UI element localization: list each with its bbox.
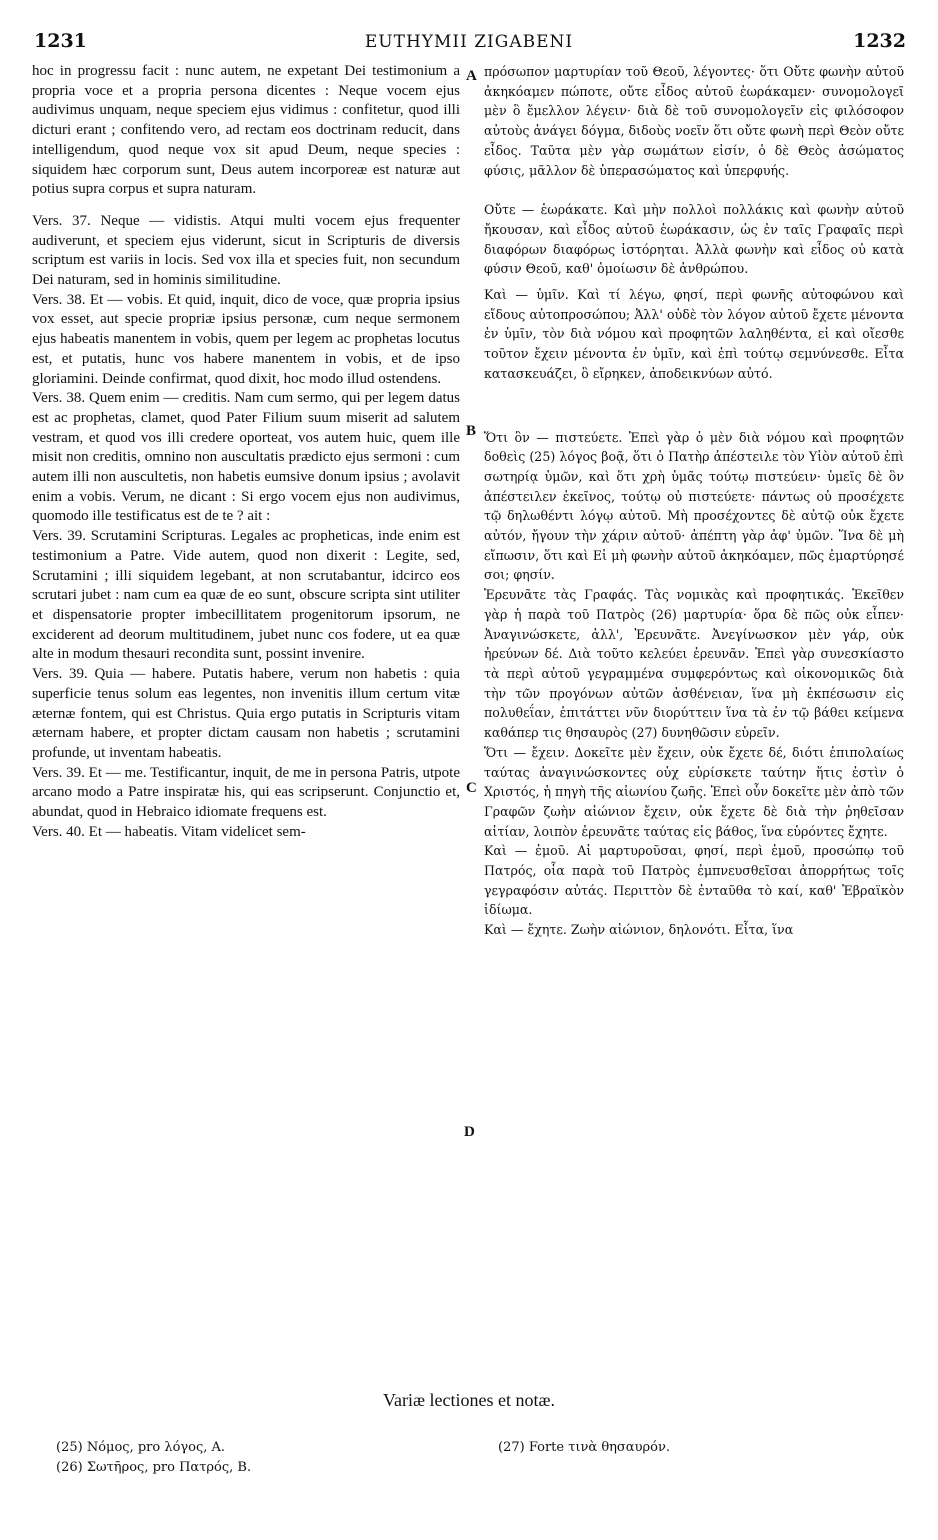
greek-paragraph: Οὔτε — ἑωράκατε. Καὶ μὴν πολλοὶ πολλάκις καὶ φωνὴν αὐτοῦ ἤκουσαν, καὶ εἶδος αὐτοῦ ἑωράκασιν, ὡς ἐν ταῖς Γραφαῖς περὶ διαφόρων διαφόρως ἱστόρηται. Ἀλλὰ φωνὴν καὶ εἶδος οὐ κατὰ φύσιν Θεοῦ, καθ' ὁμοίωσιν δὲ ἀνθρώπου. (484, 202, 904, 277)
page-number-right: 1232 (853, 30, 906, 52)
greek-paragraph: Ὅτι ὃν — πιστεύετε. Ἐπεὶ γὰρ ὁ μὲν διὰ νόμου καὶ προφητῶν δοθεὶς (25) λόγος βοᾷ, ὅτι ὁ Πατὴρ ἀπέστειλε τὸν Υἱὸν αὐτοῦ ἐπὶ σωτηρίᾳ ὑμῶν, καὶ ὅτι χρὴ ὑμᾶς τούτῳ πιστεύειν· ὑμεῖς δὲ ὃν ἀπέστειλεν ἐκεῖνος, τούτῳ οὐ πιστεύετε· πάντως οὐ προσέχετε τῷ δηλωθέντι λόγῳ αὐτοῦ. Μὴ προσέχοντες δὲ αὐτῷ οὐκ ἔχετε αὐτόν, ἤγουν τὴν χάριν αὐτοῦ· ἀπέπτη γὰρ ἀφ' ὑμῶν. Ἵνα δὲ μὴ εἴπωσιν, ὅτι καὶ Εἰ μὴ φωνὴν αὐτοῦ ἀκηκόαμεν, πῶς ἐμαρτύρησέ σοι; φησίν. (484, 429, 904, 583)
page-header (28, 30, 910, 60)
greek-paragraph: Ἐρευνᾶτε τὰς Γραφάς. Τὰς νομικὰς καὶ προφητικάς. Ἐκεῖθεν γὰρ ἡ παρὰ τοῦ Πατρὸς (26) μαρτυρία· ὅρα δὲ πῶς οὐκ εἶπεν· Ἀναγινώσκετε, ἀλλ', Ἐρευνᾶτε. Ἀνεγίνωσκον μὲν γάρ, οὐκ ἠρεύνων δέ. Διὰ τοῦτο κελεύει ἐρευνᾶν. Ἐπεὶ γὰρ συνεσκίαστο τὰ περὶ αὐτοῦ γεγραμμένα συμφερόντως καὶ οἰκονομικῶς διὰ τὴν τῶν προγόνων αὐτῶν ἀσθένειαν, ἵνα μὴ ἐκπέσωσιν εἰς πολυθεΐαν, ἐπιτάττει νῦν διορύττειν ἵνα τὰ ἐν τῷ βάθει κείμενα καθάπερ τις θησαυρὸς (27) δυνηθῶσιν εὑρεῖν. (484, 587, 904, 741)
footnote-26: (26) Σωτῆρος, pro Πατρός, B. (56, 1460, 252, 1475)
footnote-27: (27) Forte τινὰ θησαυρόν. (498, 1440, 670, 1455)
greek-column (484, 62, 904, 940)
margin-letter-c: C (466, 780, 477, 796)
latin-paragraph: Vers. 39. Scrutamini Scripturas. Legales ac propheticas, inde enim est testimonium a Patre. Vide autem, quod non dixerit : Legite, sed, Scrutamini ; illi siquidem legebant, at non scrutabantur, idcirco eos scrutari jubet : nam cum ea quæ de eo sunt, obscure scripta sint utiliter et dispensatorie propter imbecillitatem progenitorum ipsorum, ne exciderent ad deorum multitudinem, jubet nunc cos fodere, ut ea quæ alte in modum thesauri recondita sunt, possint invenire. (32, 528, 460, 663)
latin-paragraph: Vers. 38. Et — vobis. Et quid, inquit, dico de voce, quæ propria ipsius vox esset, aut specie propriæ ipsius personæ, cum neque sermonem ejus habeatis manentem in vobis, quem per legem ac prophetas locutus est, et putatis, hunc vos habere manentem in vobis, et de ipso gloriamini. Deinde confirmat, quod dixit, hoc modo illud ostendens. (32, 291, 460, 387)
latin-paragraph: Vers. 37. Neque — vidistis. Atqui multi vocem ejus frequenter audiverunt, et speciem ejus viderunt, sicut in Scripturis de diversis scriptum est variis in locis. Sed vox illa et species fuit, non secundum Dei naturam, sed in hominis similitudine. (32, 212, 460, 289)
latin-paragraph: Vers. 39. Quia — habere. Putatis habere, verum non habetis : quia superficie tenus solum eas legentes, non invenitis illum certum vitæ æternæ fontem, qui est Christus. Quia ergo putatis in Scripturis vitam æternam habere, et propter dictam causam non habetis ; scrutamini profunde, ut inventam habeatis. (32, 666, 460, 761)
latin-paragraph: hoc in progressu facit : nunc autem, ne expetant Dei testimonium a propria voce et a propria persona dicentes : Neque vocem ejus audivimus unquam, neque speciem ejus vidimus : confitetur, quod illi dicturi erant ; confitendo vero, ad rectam eos doctrinam reducit, dans intelligendum, quod neque vox sit apud Deum, neque species : siquidem hæc corporum sunt, Deus autem incorporeæ est naturæ aut potius supra corpus et supra naturam. (32, 63, 460, 198)
running-title: EUTHYMII ZIGABENI (364, 32, 574, 52)
margin-letter-a: A (466, 68, 477, 84)
greek-paragraph: Ὅτι — ἔχειν. Δοκεῖτε μὲν ἔχειν, οὐκ ἔχετε δέ, διότι ἐπιπολαίως ταύτας ἀναγινώσκοντες οὐχ εὑρίσκετε ταύτην ἥτις ἐστὶν ὁ Χριστός, ἡ πηγὴ τῆς αἰωνίου ζωῆς. Ἐπεὶ οὖν δοκεῖτε μὲν ἀπὸ τῶν Γραφῶν ζωὴν αἰώνιον ἔχειν, οὐκ ἔχετε δὲ διὰ τὴν ῥηθεῖσαν αἰτίαν, λοιπὸν ἐρευνᾶτε ταύτας εἰς βάθος, ἵνα εὑρόντες ἔχητε. (484, 744, 905, 839)
greek-paragraph: πρόσωπον μαρτυρίαν τοῦ Θεοῦ, λέγοντες· ὅτι Οὔτε φωνὴν αὐτοῦ ἀκηκόαμεν πώποτε, οὔτε εἶδος αὐτοῦ ἑωράκαμεν· συνομολογεῖ μὲν ὃ ἔμελλον λέγειν· διὰ δὲ τοῦ συνομολογεῖν εἰς φιλόσοφον αὐτοὺς ἀνάγει δόγμα, διδοὺς νοεῖν ὅτι οὔτε φωνὴ περὶ Θεὸν οὔτε εἶδος. Ταῦτα μὲν γὰρ σωμάτων εἰσίν, ὁ δὲ Θεὸς ἀσώματος φύσις, μᾶλλον δὲ ὑπερασώματος καὶ ὑπερφυής. (484, 64, 904, 178)
latin-paragraph: Vers. 39. Et — me. Testificantur, inquit, de me in persona Patris, utpote arcano modo a Patre inspiratæ his, qui eas scripserunt. Conjunctio et, abundat, quod in Hebraico idiomate frequens est. (32, 764, 460, 821)
latin-paragraph: Vers. 38. Quem enim — creditis. Nam cum sermo, qui per legem datus est ac prophetas, clamet, quod Pater Filium suum miserit ad salutem vestram, et quod vos illi credere oporteat, vos autem huic, quem ille misit non creditis, omnino non auscultatis prædicto ejus sermoni : cum autem illi non auscultetis, non habetis eumsive donum ipsius ; avolavit enim a vobis. Verum, ne dicant : Si ergo vocem ejus non audivimus, quomodo ille testificatus est de te ? ait : (32, 390, 460, 525)
latin-paragraph: Vers. 40. Et — habeatis. Vitam videlicet sem- (32, 823, 306, 840)
margin-letter-d: D (464, 1124, 475, 1140)
margin-letter-b: B (466, 423, 477, 439)
greek-paragraph: Καὶ — ὑμῖν. Καὶ τί λέγω, φησί, περὶ φωνῆς αὐτοφώνου καὶ εἴδους αὐτοπροσώπου; Ἀλλ' οὐδὲ τὸν λόγον αὐτοῦ ἔχετε μένοντα ἐν ὑμῖν, τὸν διὰ νόμου καὶ προφητῶν λαληθέντα, εἰ καὶ οἴεσθε τοῦτον ἔχειν μένοντα ἐν ὑμῖν, καὶ ἐπὶ τούτῳ σεμνύνεσθε. Εἶτα κατασκευάζει, ὃ εἴρηκεν, ἀποδεικνύων αὐτό. (484, 287, 904, 381)
notes-heading: Variæ lectiones et notæ. (383, 1390, 555, 1410)
greek-paragraph: Καὶ — ἐμοῦ. Αἱ μαρτυροῦσαι, φησί, περὶ ἐμοῦ, προσώπῳ τοῦ Πατρός, οἷα παρὰ τοῦ Πατρὸς ἐμπνευσθεῖσαι ἀπορρήτως τοῖς γεγραφόσιν αὐτάς. Περιττὸν δὲ ἐνταῦθα τὸ καί, καθ' Ἑβραϊκὸν ἰδίωμα. (484, 843, 904, 918)
greek-paragraph: Καὶ — ἔχητε. Ζωὴν αἰώνιον, δηλονότι. Εἶτα, ἵνα (484, 922, 794, 938)
footnote-25: (25) Νόμος, pro λόγος, A. (56, 1440, 226, 1455)
page-number-left: 1231 (34, 30, 87, 52)
latin-column (32, 62, 460, 842)
